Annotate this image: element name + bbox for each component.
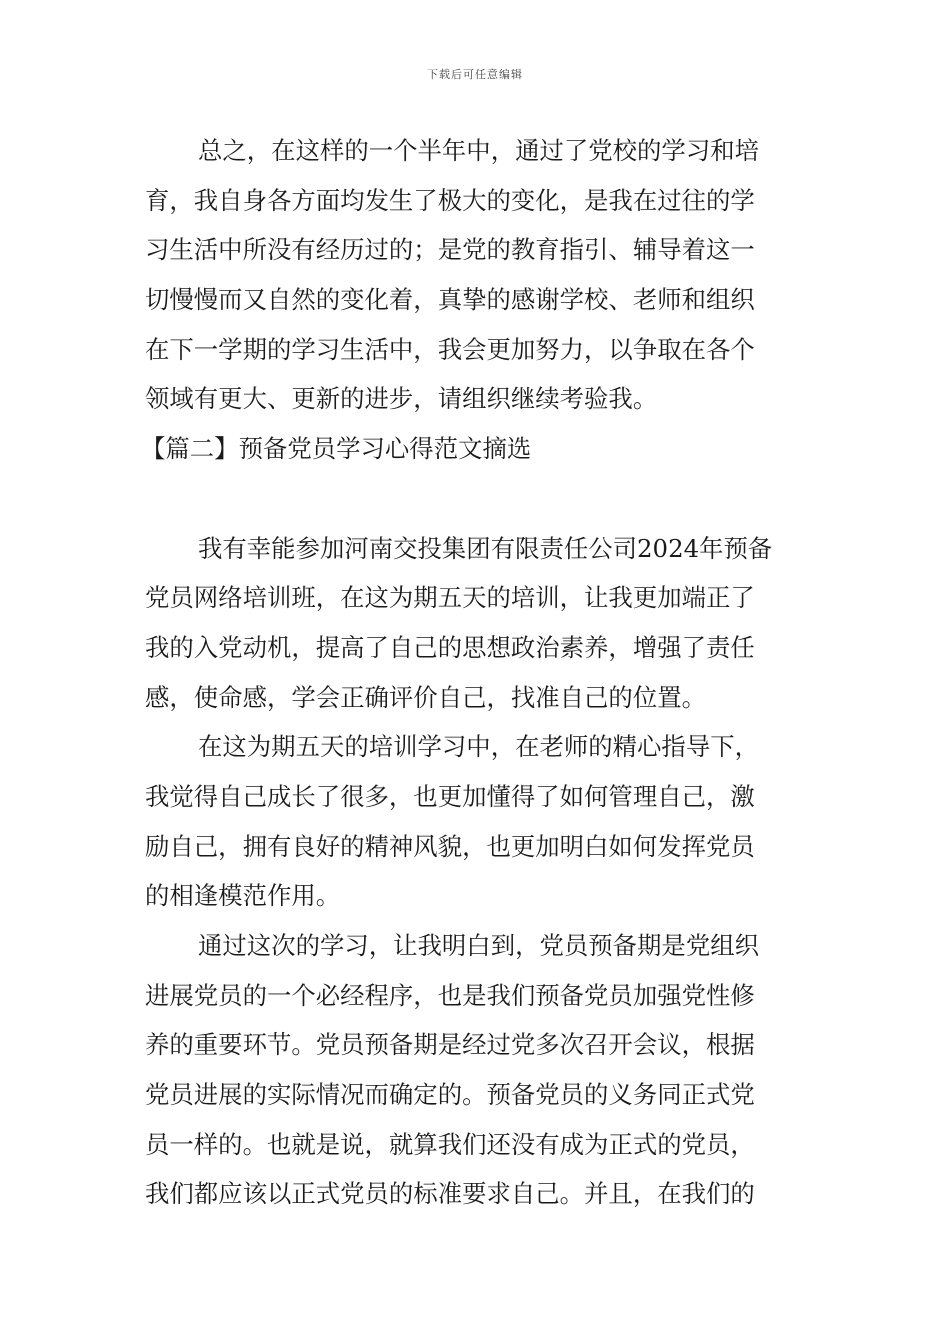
text-line: 切慢慢而又自然的变化着，真挚的感谢学校、老师和组织: [145, 285, 755, 315]
text-line: 励自己，拥有良好的精神风貌，也更加明白如何发挥党员: [145, 831, 755, 861]
text-line: 党员网络培训班，在这为期五天的培训，让我更加端正了: [145, 583, 755, 613]
section-heading: 【篇二】预备党员学习心得范文摘选: [141, 434, 532, 464]
text-line: 总之，在这样的一个半年中，通过了党校的学习和培: [198, 136, 759, 165]
text-line: 我的入党动机，提高了自己的思想政治素养，增强了责任: [145, 632, 755, 662]
text-line: 的相逢模范作用。: [145, 881, 341, 911]
paragraph-conclusion: [145, 126, 809, 424]
text-line: 党员进展的实际情况而确定的。预备党员的义务同正式党: [145, 1080, 755, 1110]
text-line: 我觉得自己成长了很多，也更加懂得了如何管理自己，激: [145, 781, 755, 811]
text-line: 通过这次的学习，让我明白到，党员预备期是党组织: [198, 931, 759, 960]
text-line: 员一样的。也就是说，就算我们还没有成为正式的党员，: [145, 1129, 755, 1159]
text-line: 在这为期五天的培训学习中，在老师的精心指导下，: [198, 732, 759, 762]
paragraph-training-intro: [145, 524, 809, 723]
text-line: 领域有更大、更新的进步，请组织继续考验我。: [145, 384, 658, 414]
text-line: 养的重要环节。党员预备期是经过党多次召开会议，根据: [145, 1030, 755, 1060]
text-line: 感，使命感，学会正确评价自己，找准自己的位置。: [145, 682, 706, 712]
text-line: 我有幸能参加河南交投集团有限责任公司2024年预备: [198, 533, 773, 563]
text-line: 我们都应该以正式党员的标准要求自己。并且，在我们的: [145, 1179, 755, 1209]
text-line: 习生活中所没有经历过的；是党的教育指引、辅导着这一: [145, 235, 755, 265]
blank-line: [145, 474, 809, 524]
document-body: [141, 126, 809, 1219]
header-note: 下载后可任意编辑: [427, 68, 523, 81]
paragraph-probation: [145, 921, 809, 1219]
text-line: 进展党员的一个必经程序，也是我们预备党员加强党性修: [145, 980, 755, 1010]
text-line: 在下一学期的学习生活中，我会更加努力，以争取在各个: [145, 334, 755, 364]
paragraph-training-growth: [145, 722, 809, 921]
text-line: 育，我自身各方面均发生了极大的变化，是我在过往的学: [145, 185, 755, 215]
